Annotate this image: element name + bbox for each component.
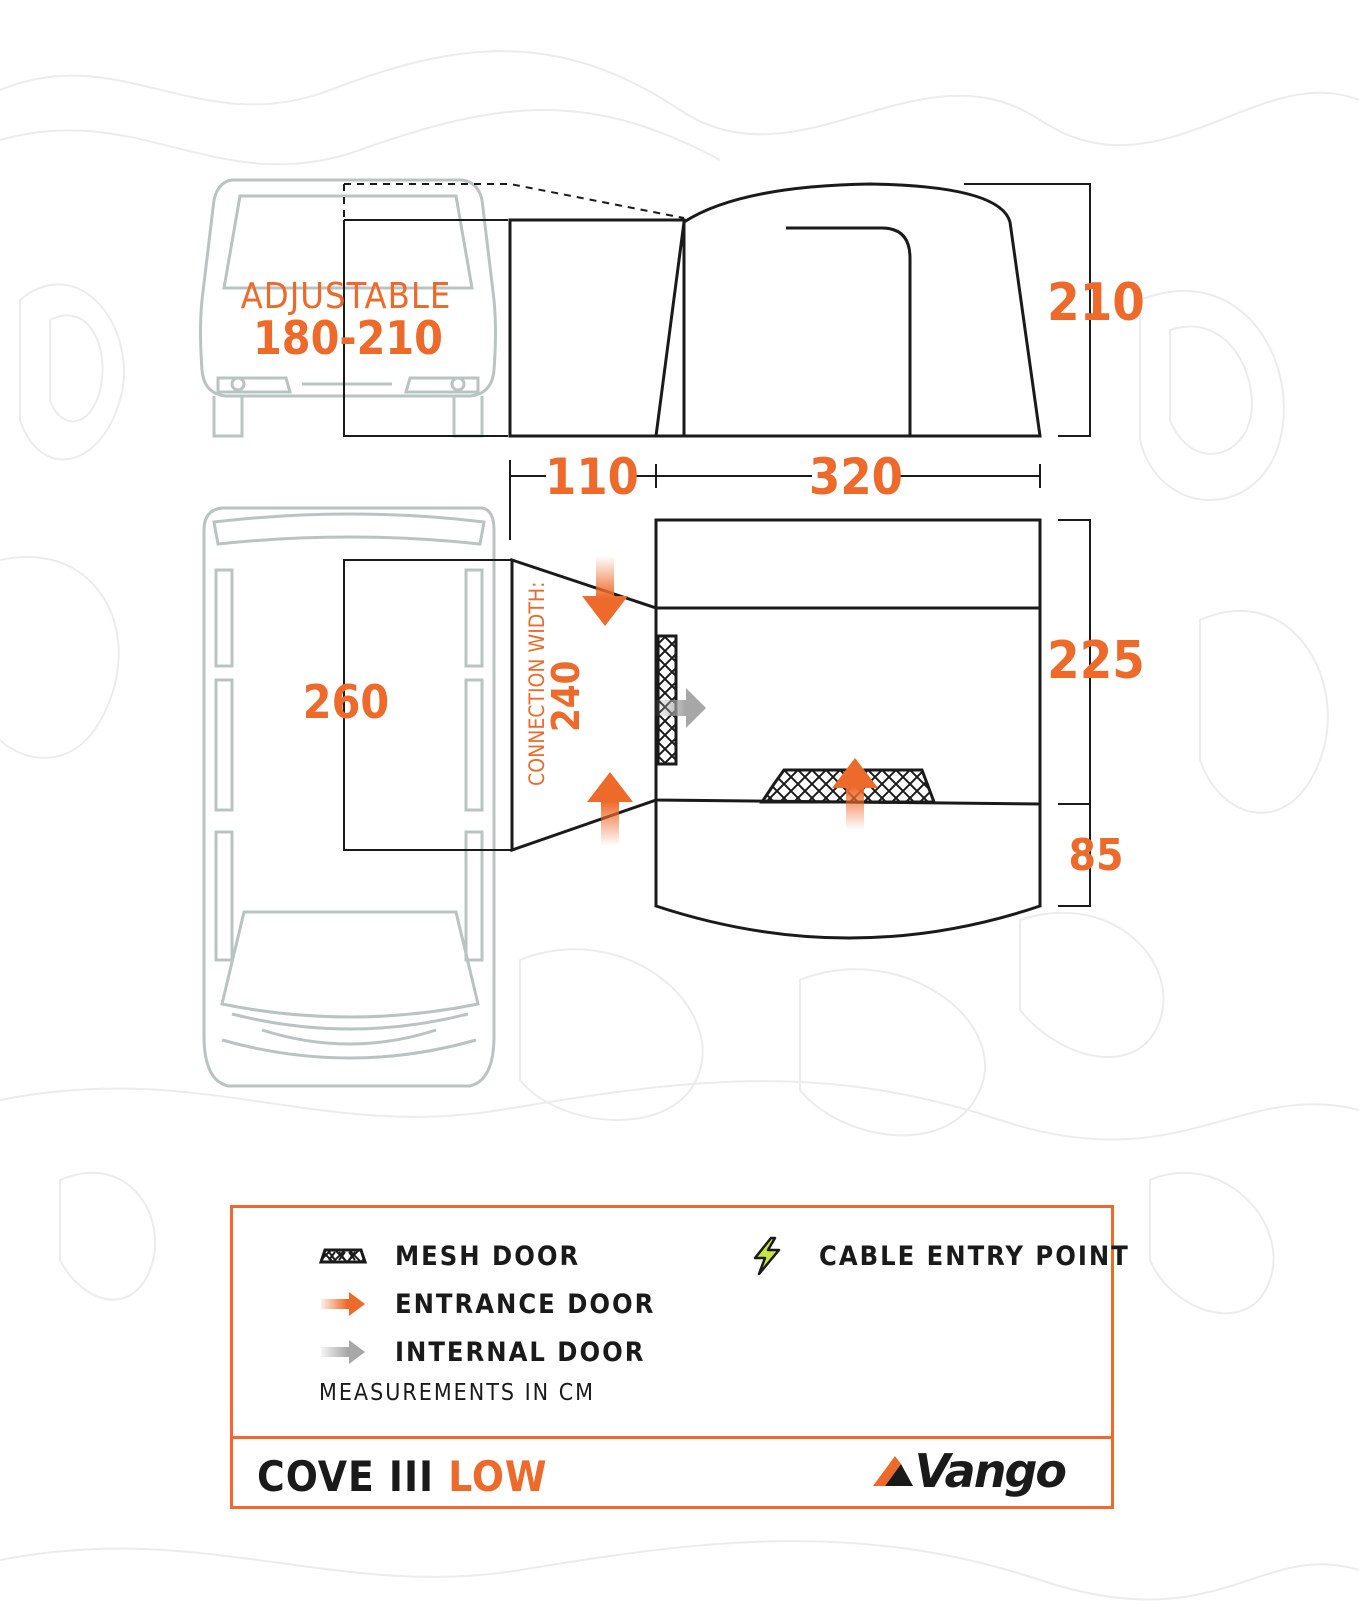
connection-width-dimension: 110 bbox=[545, 448, 639, 506]
legend-item-entrance-door bbox=[317, 1284, 655, 1324]
adjustable-range: 180-210 bbox=[253, 311, 443, 365]
adjustable-label: ADJUSTABLE bbox=[240, 276, 452, 317]
legend-label-internal-door: INTERNAL DOOR bbox=[395, 1336, 646, 1368]
mesh-door-icon bbox=[317, 1240, 369, 1272]
lightning-bolt-icon bbox=[741, 1240, 793, 1272]
legend-item-cable-entry bbox=[741, 1236, 1130, 1276]
legend-item-mesh-door bbox=[317, 1236, 580, 1276]
awning-side-view bbox=[510, 184, 1040, 436]
height-dimension: 210 bbox=[1047, 273, 1145, 333]
main-depth-dimension: 225 bbox=[1047, 631, 1145, 691]
internal-door-arrow-icon bbox=[317, 1336, 369, 1368]
legend-box bbox=[230, 1205, 1130, 1509]
product-variant: LOW bbox=[448, 1452, 548, 1501]
product-name bbox=[257, 1452, 548, 1501]
entrance-door-arrow-icon bbox=[317, 1288, 369, 1320]
legend-label-entrance-door: ENTRANCE DOOR bbox=[395, 1288, 656, 1320]
vehicle-top-view bbox=[204, 508, 494, 1086]
main-width-dimension: 320 bbox=[809, 448, 903, 506]
legend-label-cable-entry: CABLE ENTRY POINT bbox=[819, 1240, 1130, 1272]
legend-item-internal-door bbox=[317, 1332, 645, 1372]
legend-label-mesh-door: MESH DOOR bbox=[395, 1240, 581, 1272]
entrance-door-arrow-top bbox=[582, 556, 628, 626]
awning-floorplan bbox=[656, 520, 1040, 938]
product-model: COVE III bbox=[257, 1452, 435, 1501]
vehicle-length-dimension: 260 bbox=[302, 675, 390, 729]
brand-logo bbox=[871, 1444, 1065, 1498]
connection-width-value: 240 bbox=[544, 660, 588, 732]
brand-wordmark: Vango bbox=[914, 1444, 1065, 1498]
brand-mark-icon bbox=[871, 1454, 915, 1488]
porch-depth-dimension: 85 bbox=[1068, 830, 1124, 881]
measurements-note: MEASUREMENTS IN CM bbox=[319, 1380, 596, 1406]
legend-divider bbox=[233, 1436, 1111, 1439]
connection-width-label: CONNECTION WIDTH: bbox=[525, 581, 549, 786]
